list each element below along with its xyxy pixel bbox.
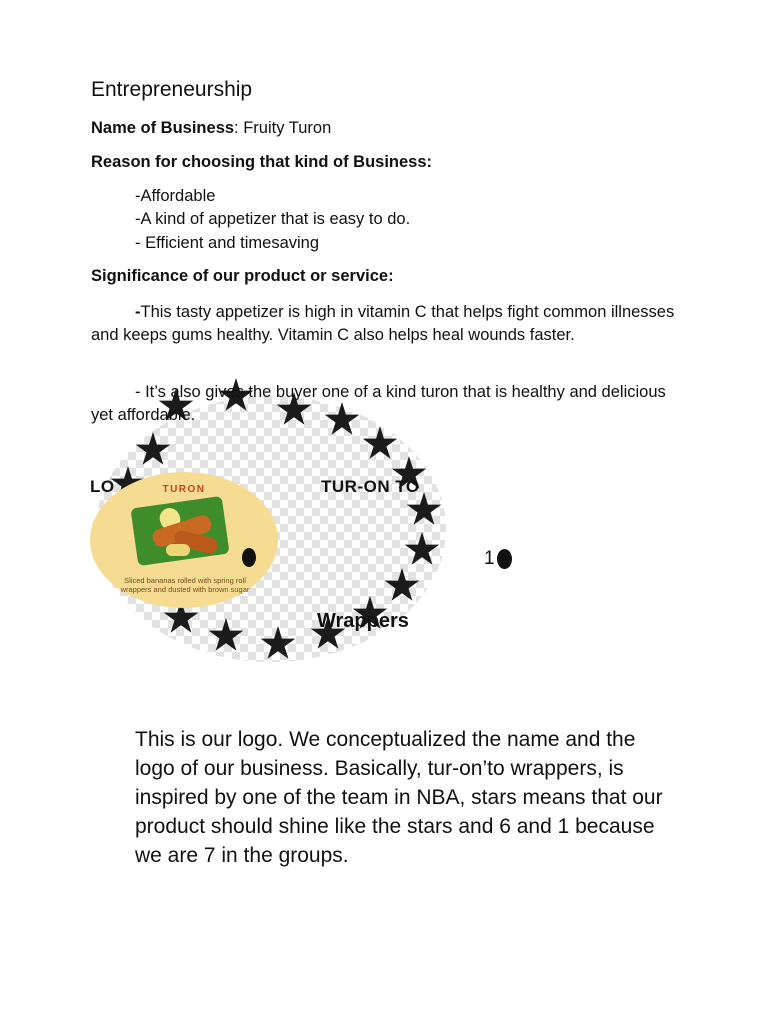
significance-paragraph-2: - It’s also gives the buyer one of a kind turon that is healthy and delicious yet affordable. bbox=[91, 383, 666, 424]
logo-description: This is our logo. We conceptualized the name and the logo of our business. Basically, tur-on’to wrappers, is inspired by one of the team in NBA, stars means that our product should shine like the stars and 6 and 1 because we are 7 in the groups. bbox=[135, 728, 663, 867]
reason-heading: Reason for choosing that kind of Business: bbox=[91, 153, 433, 171]
business-name-line bbox=[91, 119, 331, 138]
reason-item: - Efficient and timesaving bbox=[135, 234, 320, 252]
number-one: 1 bbox=[484, 548, 495, 569]
reason-item: -Affordable bbox=[135, 187, 216, 205]
business-logo bbox=[88, 388, 458, 678]
banana-slice bbox=[166, 544, 190, 556]
paragraph-text: This tasty appetizer is high in vitamin C that helps fight common illnesses and keeps gums healthy. Vitamin C also helps heal wounds faster. bbox=[91, 303, 675, 344]
paragraph-dash: - bbox=[135, 303, 141, 321]
dot-marker bbox=[242, 548, 256, 567]
turon-label: TURON bbox=[162, 484, 206, 495]
significance-heading: Significance of our product or service: bbox=[91, 267, 394, 285]
reason-item: -A kind of appetizer that is easy to do. bbox=[135, 210, 411, 228]
logo-brand-text: TUR-ON TO bbox=[321, 477, 420, 496]
turon-product-image bbox=[90, 472, 278, 608]
business-name-value: : Fruity Turon bbox=[234, 119, 332, 137]
turon-caption: Sliced bananas rolled with spring roll wrappers and dusted with brown sugar bbox=[120, 576, 250, 594]
significance-paragraph-1 bbox=[91, 301, 691, 347]
logo-number bbox=[484, 548, 495, 570]
logo-left-text: LO bbox=[90, 477, 115, 496]
document-title: Entrepreneurship bbox=[91, 78, 253, 101]
number-zero-dot bbox=[497, 549, 512, 569]
logo-wrappers-text: Wrappers bbox=[317, 610, 409, 632]
business-name-label: Name of Business bbox=[91, 119, 235, 137]
